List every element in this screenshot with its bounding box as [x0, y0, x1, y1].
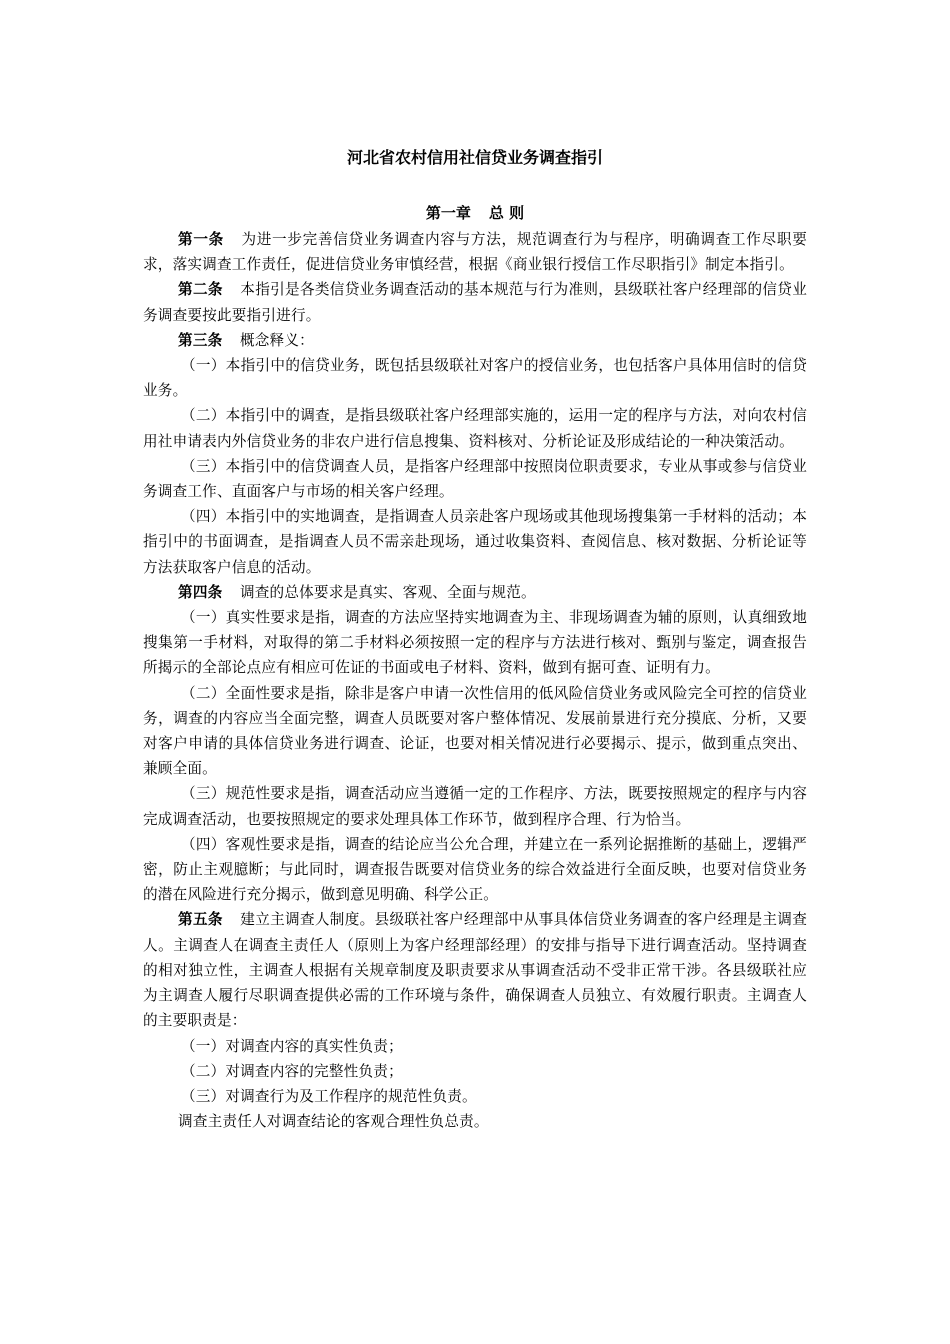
paragraph [143, 454, 807, 504]
paragraph-text: （三）对调查行为及工作程序的规范性负责。 [180, 1087, 477, 1105]
paragraph-text: 调查的总体要求是真实、客观、全面与规范。 [239, 583, 536, 601]
paragraph [143, 832, 807, 908]
article-label: 第五条 [178, 911, 223, 929]
paragraph [143, 403, 807, 453]
document-title: 河北省农村信用社信贷业务调查指引 [346, 148, 603, 167]
article-label: 第二条 [178, 281, 223, 299]
article-label: 第一条 [178, 231, 224, 248]
article-label: 第三条 [178, 331, 223, 349]
paragraph-text: （一）真实性要求是指，调查的方法应坚持实地调查为主、非现场调查为辅的原则，认真细致地搜集第一手材料，对取得的第二手材料必须按照一定的程序与方法进行核对、甄别与鉴定，调查报告所揭示的全部论点应有相应可佐证的书面或电子材料、资料，做到有据可查、证明有力。 [143, 609, 807, 677]
chapter-heading [0, 203, 950, 223]
paragraph-text: （一）对调查内容的真实性负责； [180, 1037, 403, 1055]
paragraph-text: （三）本指引中的信贷调查人员，是指客户经理部中按照岗位职责要求，专业从事或参与信贷业务调查工作、直面客户与市场的相关客户经理。 [143, 457, 807, 501]
paragraph [143, 681, 807, 782]
chapter-number: 第一章 [425, 204, 471, 222]
paragraph [143, 277, 807, 327]
paragraph [143, 353, 807, 403]
paragraph-text: （三）规范性要求是指，调查活动应当遵循一定的工作程序、方法，既要按照规定的程序与内容完成调查活动，也要按照规定的要求处理具体工作环节，做到程序合理、行为恰当。 [143, 785, 807, 828]
paragraph-text: （四）客观性要求是指，调查的结论应当公允合理，并建立在一系列论据推断的基础上，逻辑严密，防止主观臆断；与此同时，调查报告既要对信贷业务的综合效益进行全面反映，也要对信贷业务的潜在风险进行充分揭示，做到意见明确、科学公正。 [143, 835, 807, 904]
paragraph [143, 328, 807, 353]
paragraph [143, 504, 807, 580]
paragraph-text: （二）对调查内容的完整性负责； [180, 1062, 403, 1080]
paragraph-text: 为进一步完善信贷业务调查内容与方法，规范调查行为与程序，明确调查工作尽职要求，落实调查工作责任，促进信贷业务审慎经营，根据《商业银行授信工作尽职指引》制定本指引。 [143, 231, 807, 274]
paragraph [143, 227, 807, 277]
chapter-name: 总 则 [488, 204, 525, 222]
paragraph [143, 580, 807, 605]
document-body [143, 227, 807, 1134]
paragraph-text: （二）全面性要求是指，除非是客户申请一次性信用的低风险信贷业务或风险完全可控的信贷业务，调查的内容应当全面完整，调查人员既要对客户整体情况、发展前景进行充分摸底、分析，又要对客户申请的具体信贷业务进行调查、论证，也要对相关情况进行必要揭示、提示，做到重点突出、兼顾全面。 [143, 684, 807, 778]
paragraph-text: 概念释义： [239, 331, 314, 349]
paragraph [143, 1084, 807, 1109]
paragraph [143, 1059, 807, 1084]
paragraph-text: 本指引是各类信贷业务调查活动的基本规范与行为准则，县级联社客户经理部的信贷业务调查要按此要指引进行。 [143, 281, 807, 324]
paragraph [143, 1109, 807, 1134]
paragraph-text: （一）本指引中的信贷业务，既包括县级联社对客户的授信业务，也包括客户具体用信时的信贷业务。 [143, 357, 807, 400]
paragraph-text: （二）本指引中的调查，是指县级联社客户经理部实施的，运用一定的程序与方法，对向农村信用社申请表内外信贷业务的非农户进行信息搜集、资料核对、分析论证及形成结论的一种决策活动。 [143, 407, 807, 450]
paragraph [143, 605, 807, 681]
article-label: 第四条 [178, 583, 223, 601]
paragraph-text: 调查主责任人对调查结论的客观合理性负总责。 [178, 1113, 489, 1131]
paragraph [143, 907, 807, 1033]
paragraph-text: 建立主调查人制度。县级联社客户经理部中从事具体信贷业务调查的客户经理是主调查人。主调查人在调查主责任人（原则上为客户经理部经理）的安排与指导下进行调查活动。坚持调查的相对独立性，主调查人根据有关规章制度及职责要求从事调查活动不受非正常干涉。各县级联社应为主调查人履行尽职调查提供必需的工作环境与条件，确保调查人员独立、有效履行职责。主调查人的主要职责是： [143, 911, 807, 1030]
paragraph-text: （四）本指引中的实地调查，是指调查人员亲赴客户现场或其他现场搜集第一手材料的活动；本指引中的书面调查，是指调查人员不需亲赴现场，通过收集资料、查阅信息、核对数据、分析论证等方法获取客户信息的活动。 [143, 508, 807, 576]
paragraph [143, 781, 807, 831]
paragraph [143, 1034, 807, 1059]
